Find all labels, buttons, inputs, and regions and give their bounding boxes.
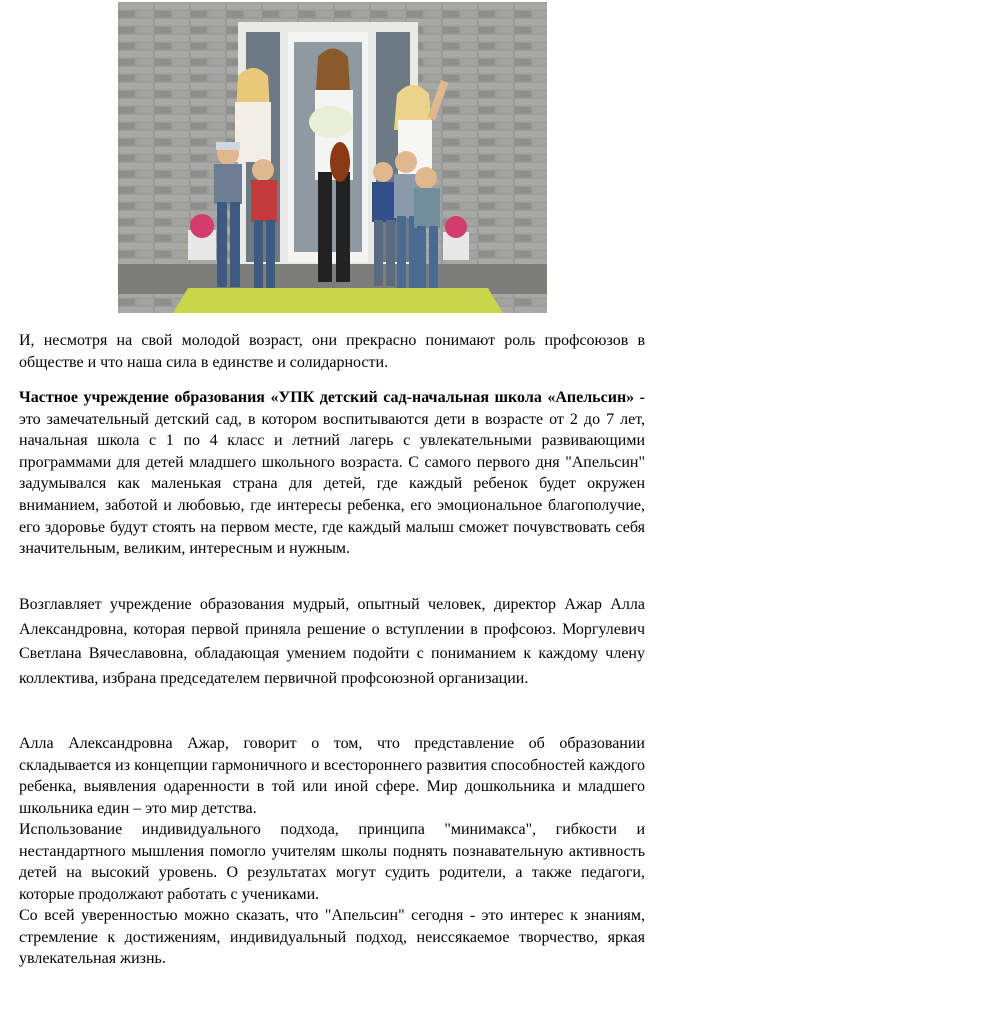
paragraph-intro: И, несмотря на свой молодой возраст, они прекрасно понимают роль профсоюзов в обществе и что наша сила в единстве и солидарности. (19, 332, 645, 371)
group-photo-icon (118, 2, 547, 313)
paragraph-concept: Алла Александровна Ажар, говорит о том, что представление об образовании складывается из концепции гармоничного и всестороннего развития способностей каждого ребенка, выявления одаренности в той или иной сфере. Мир дошкольника и младшего школьника един – это мир детства. (19, 735, 645, 817)
paragraph-conclusion: Со всей уверенностью можно сказать, что "Апельсин" сегодня - это интерес к знаниям, стремление к достижениям, индивидуальный подход, неиссякаемое творчество, яркая увлекательная жизнь. (19, 907, 645, 967)
group-photo (118, 2, 547, 313)
paragraph-institution (19, 387, 645, 560)
institution-description: это замечательный детский сад, в котором воспитываются дети в возрасте от 2 до 7 лет, начальная школа с 1 по 4 класс и летний лагерь с увлекательными развивающими программами для детей младшего школьного возраста. С самого первого дня "Апельсин" задумывался как маленькая страна для детей, где каждый ребенок будет окружен вниманием, заботой и любовью, где интересы ребенка, его эмоциональное благополучие, его здоровье будут стоять на первом месте, где каждый малыш сможет почувствовать себя значительным, великим, интересным и нужным. (19, 410, 645, 558)
paragraph-philosophy (19, 733, 645, 970)
institution-name: Частное учреждение образования «УПК детский сад-начальная школа «Апельсин» - (19, 389, 645, 406)
paragraph-director: Возглавляет учреждение образования мудрый, опытный человек, директор Ажар Алла Александровна, которая первой приняла решение о вступлении в профсоюз. Моргулевич Светлана Вячеславовна, обладающая умением подойти с пониманием к каждому члену коллектива, избрана председателем первичной профсоюзной организации. (19, 596, 645, 687)
paragraph-approach: Использование индивидуального подхода, принципа "минимакса", гибкости и нестандартного мышления помогло учителям школы поднять познавательную активность детей на высокий уровень. О результатах могут судить родители, а также педагоги, которые продолжают работать с учениками. (19, 821, 645, 903)
